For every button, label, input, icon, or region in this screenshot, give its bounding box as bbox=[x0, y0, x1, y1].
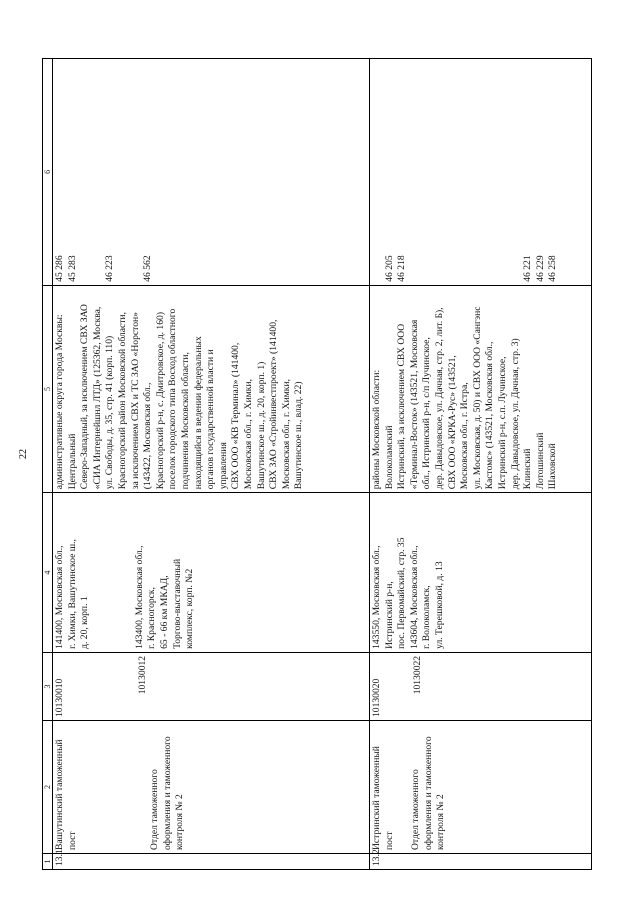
dept-code: 10130022 bbox=[411, 655, 423, 695]
region-codes: 46 205 46 218 46 221 46 229 46 258 bbox=[383, 255, 559, 282]
post-code: 10130010 bbox=[54, 678, 65, 718]
dept-address: 143604, Московская обл., г. Волоколамск, ул. Терешковой, д. 13 bbox=[408, 545, 445, 649]
dept-address: 143400, Московская обл., г. Красногорск, 65 - 66 км МКАД, Торгово-выставочный комплекс, корп. №2 bbox=[133, 545, 196, 649]
post-address: 141400, Московская обл., г. Химки, Вашутинское ш., д. 20, корп. 1 bbox=[54, 539, 91, 649]
page-number: 22 bbox=[18, 449, 29, 459]
post-name-cell bbox=[53, 721, 370, 854]
table-row bbox=[53, 59, 370, 870]
header-col-6: 6 bbox=[43, 59, 53, 286]
codes-cell bbox=[53, 59, 370, 286]
customs-posts-table bbox=[42, 58, 592, 870]
region-text: районы Московской области: Волоколамский Истринский, за исключением СВХ ООО «Терминал-Восток» (143521, Московская обл., Истринский р-н, с/п Лучинское, дер. Давыдовское, ул. Дачная, стр. 2, лит. Б), СВХ ООО «КРКА-Рус» (143521, Московская обл., г. Истра, ул. Московская, д. 50) и СВХ ООО «Сангэнс Кастомс» (143521, Московская обл., Истринский р-н, с.п. Лучинское, дер. Давыдовское, ул. Дачная, стр. 3) Клинский Лотошинский Шаховской bbox=[371, 306, 559, 490]
dept-code: 10130012 bbox=[136, 655, 148, 695]
address-cell bbox=[53, 493, 370, 653]
post-code: 10130020 bbox=[371, 678, 382, 718]
row-number: 13.2 bbox=[370, 854, 592, 870]
code-cell bbox=[53, 652, 370, 720]
region-cell bbox=[53, 285, 370, 493]
post-address: 143550, Московская обл., Истринский р-н, пос. Первомайский, стр. 35 bbox=[371, 537, 408, 649]
region-codes: 45 286 45 283 46 223 46 562 bbox=[54, 255, 154, 282]
table-row bbox=[370, 59, 592, 870]
header-col-2: 2 bbox=[43, 721, 53, 854]
dept-name: Отдел таможенного оформления и таможенного контроля № 2 bbox=[149, 736, 186, 851]
header-row bbox=[43, 59, 53, 870]
code-cell bbox=[370, 652, 592, 720]
rotated-table-page bbox=[42, 58, 598, 870]
region-cell bbox=[370, 285, 592, 493]
post-name: Истринский таможенный пост bbox=[371, 746, 395, 851]
post-name-cell bbox=[370, 721, 592, 854]
header-col-4: 4 bbox=[43, 493, 53, 653]
row-number: 13.1 bbox=[53, 854, 370, 870]
dept-name: Отдел таможенного оформления и таможенного контроля № 2 bbox=[410, 736, 447, 851]
header-col-1: 1 bbox=[43, 854, 53, 870]
address-cell bbox=[370, 493, 592, 653]
codes-cell bbox=[370, 59, 592, 286]
header-col-5: 5 bbox=[43, 285, 53, 493]
header-col-3: 3 bbox=[43, 652, 53, 720]
post-name: Вашутинский таможенный пост bbox=[54, 739, 78, 851]
region-text: административные округа города Москвы: Центральный Северо-Западный, за исключением СВХ ЗАО «СИА Интернейшнл ЛТД» (125362, Москва, ул. Свободы, д. 35, стр. 41 (корп. 110) Красногорский район Московской области, за исключением СВХ и ТС ЗАО «Норстон» (143422, Московская обл., Красногорский р-н, с. Дмитровское, д. 160) поселок городского типа Восход областного подчинения Московской области, находящийся в ведении федеральных органов государственной власти и управления СВХ ООО «КВ Терминал» (141400, Московская обл., г. Химки, Вашутинское ш., д. 20, корп. 1) СВХ ЗАО «Стройинвестпроект» (141400, Московская обл., г. Химки, Вашутинское ш., влад. 22) bbox=[54, 304, 305, 490]
